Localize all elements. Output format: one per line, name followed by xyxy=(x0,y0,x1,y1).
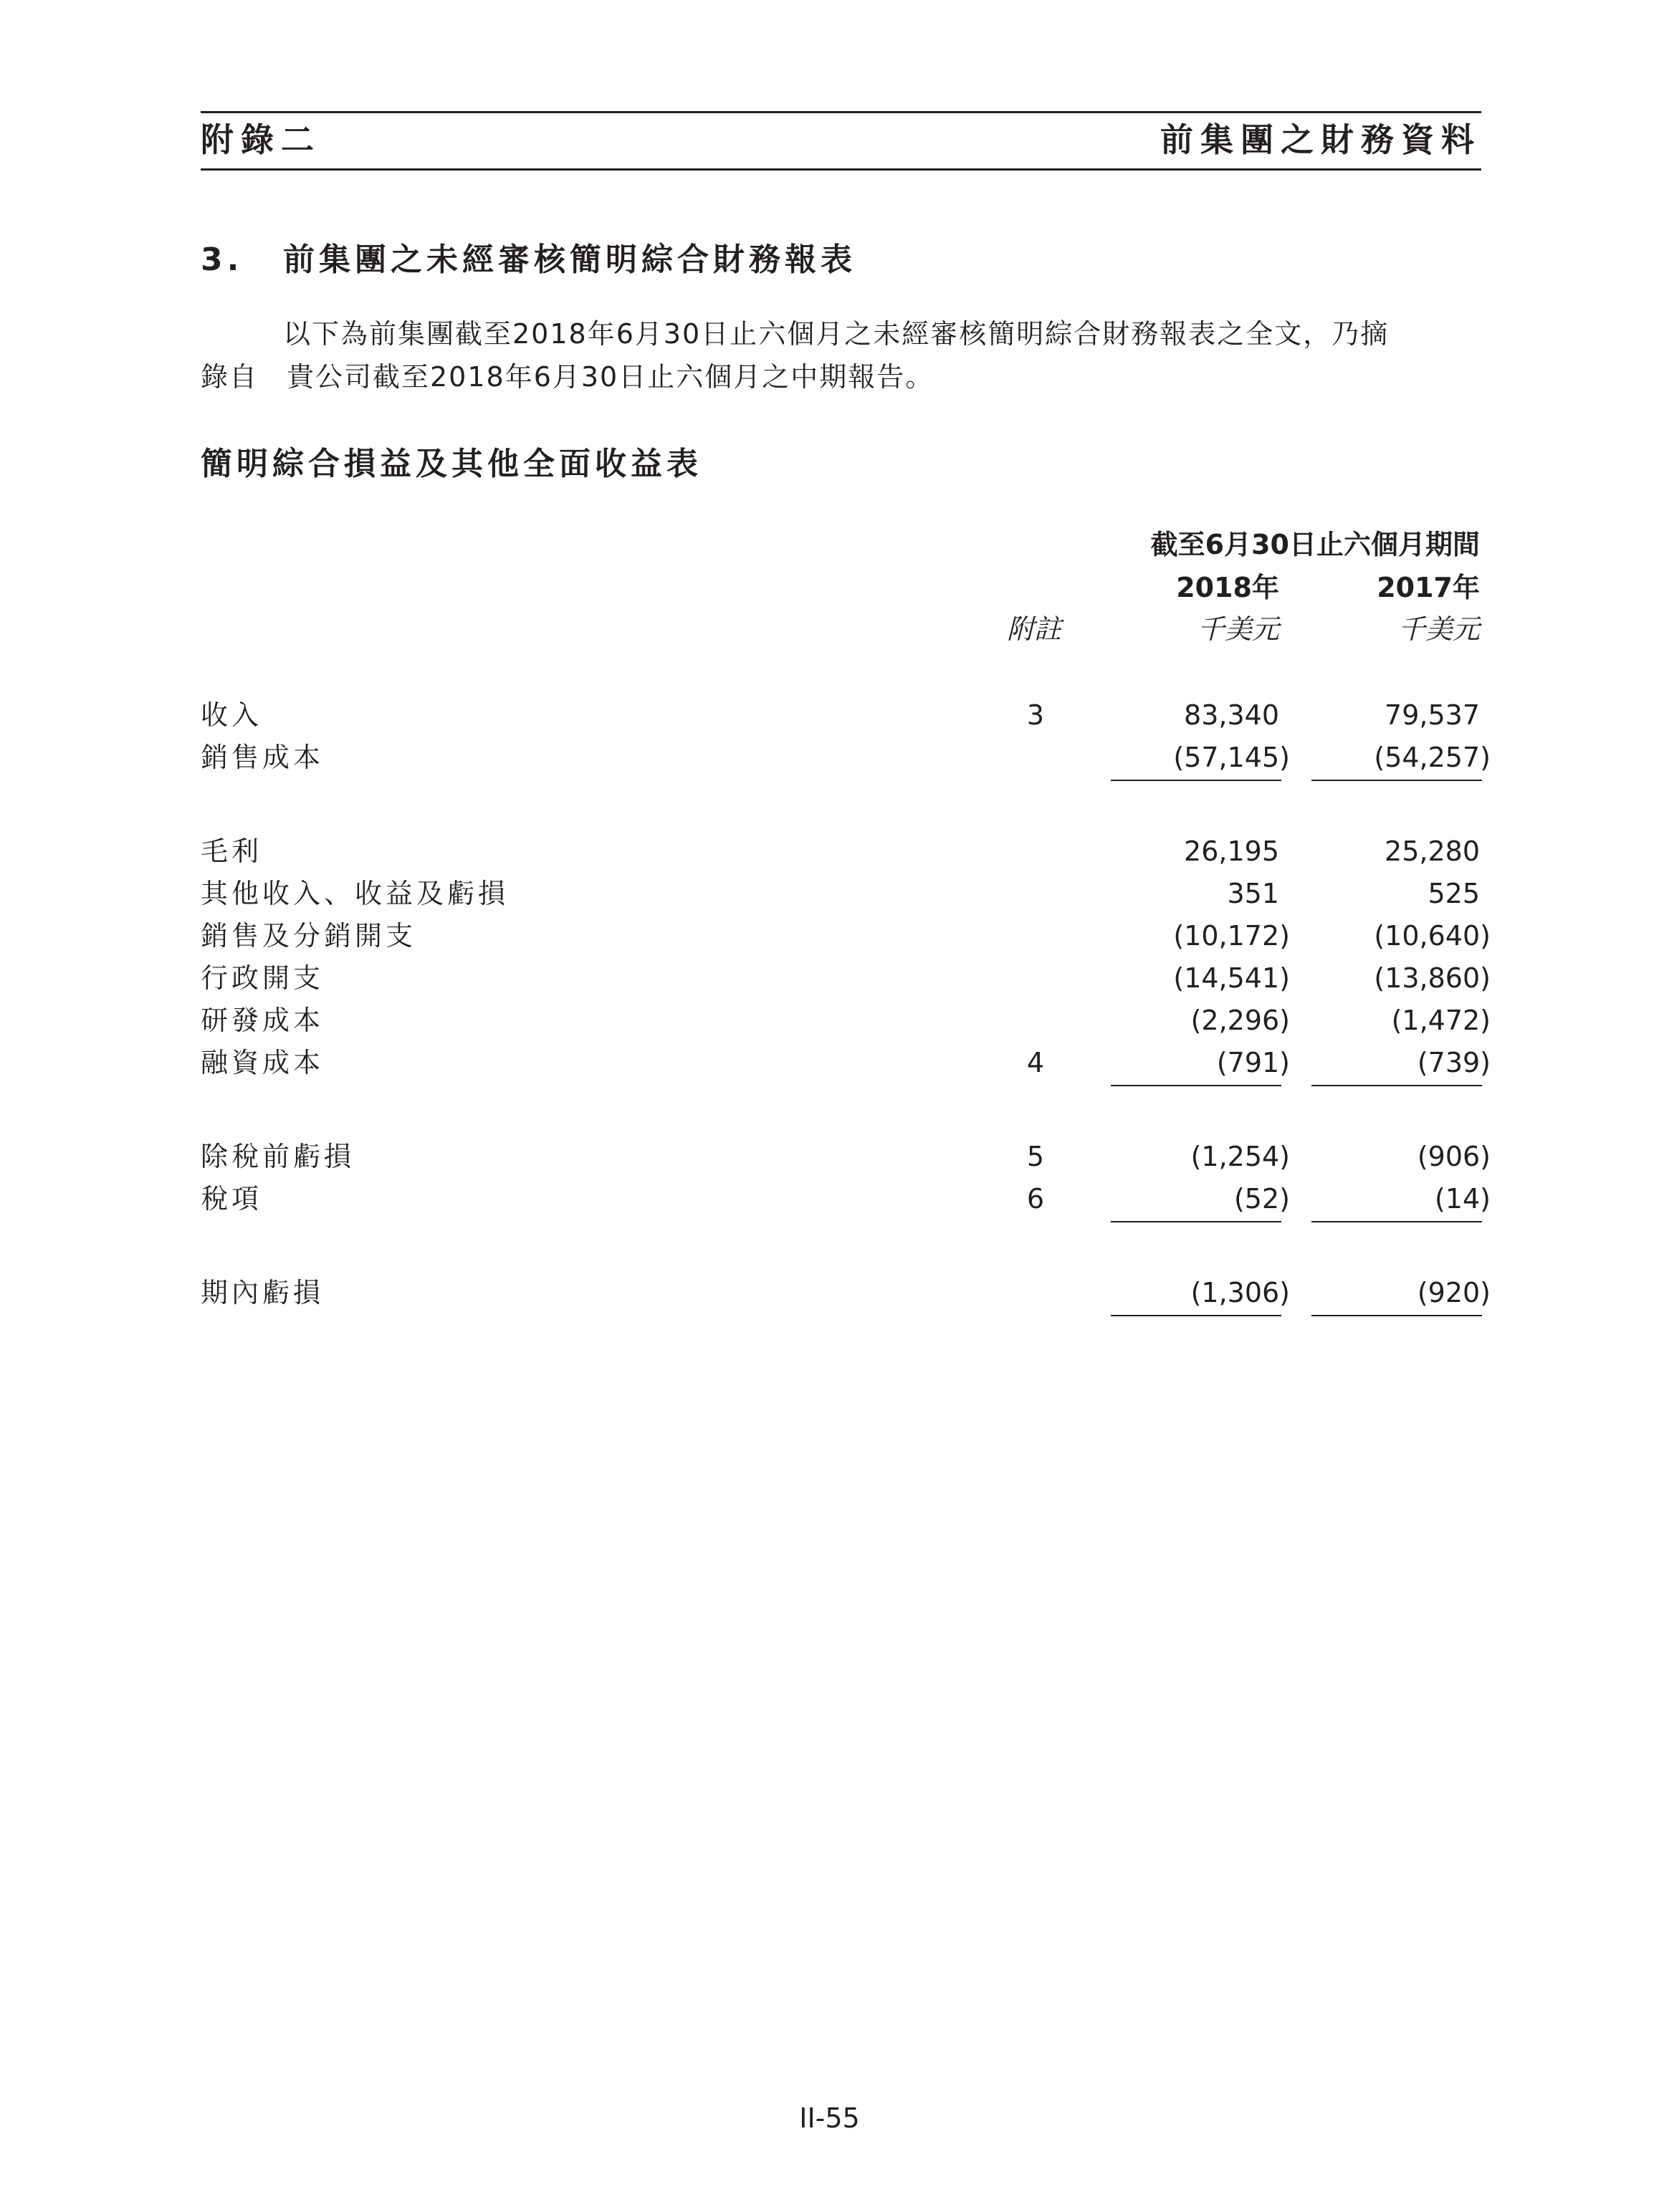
underline-2018-a xyxy=(1111,780,1281,781)
row-label-admin-expenses: 行政開支 xyxy=(201,962,325,994)
row-label-rnd-costs: 研發成本 xyxy=(201,1005,325,1036)
section-number: 3. xyxy=(201,241,244,278)
unit-2017: 千美元 xyxy=(1397,613,1480,645)
row-2018-selling-expenses: (10,172) xyxy=(1173,920,1290,952)
row-2018-cost-of-sales: (57,145) xyxy=(1173,742,1290,773)
row-2018-admin-expenses: (14,541) xyxy=(1173,962,1290,994)
row-note-tax: 6 xyxy=(1026,1183,1045,1215)
intro-line-2: 錄自 貴公司截至2018年6月30日止六個月之中期報告。 xyxy=(201,361,934,393)
header-right-title: 前集團之財務資料 xyxy=(1160,120,1481,159)
row-2017-loss-before-tax: (906) xyxy=(1417,1141,1491,1172)
row-label-cost-of-sales: 銷售成本 xyxy=(201,742,325,773)
row-note-revenue: 3 xyxy=(1026,699,1045,731)
row-2018-revenue: 83,340 xyxy=(1184,699,1279,731)
underline-2017-d xyxy=(1311,1315,1482,1316)
header-top-rule xyxy=(201,111,1481,113)
row-2018-other-income: 351 xyxy=(1227,878,1279,909)
row-label-other-income: 其他收入、收益及虧損 xyxy=(201,878,510,909)
row-label-loss-for-period: 期內虧損 xyxy=(201,1277,325,1308)
row-2017-revenue: 79,537 xyxy=(1385,699,1480,731)
underline-2018-c xyxy=(1111,1221,1281,1222)
row-label-revenue: 收入 xyxy=(201,699,263,731)
row-label-selling-expenses: 銷售及分銷開支 xyxy=(201,920,417,952)
row-2017-rnd-costs: (1,472) xyxy=(1391,1005,1491,1036)
unit-2018: 千美元 xyxy=(1197,613,1279,645)
notes-heading: 附註 xyxy=(1007,613,1062,645)
row-label-finance-costs: 融資成本 xyxy=(201,1047,325,1078)
row-2017-gross-profit: 25,280 xyxy=(1385,836,1480,867)
underline-2017-a xyxy=(1311,780,1482,781)
row-2017-loss-for-period: (920) xyxy=(1417,1277,1491,1308)
row-label-gross-profit: 毛利 xyxy=(201,836,263,867)
row-note-loss-before-tax: 5 xyxy=(1026,1141,1045,1172)
row-2017-other-income: 525 xyxy=(1428,878,1480,909)
row-label-loss-before-tax: 除稅前虧損 xyxy=(201,1141,355,1172)
year-2018-heading: 2018年 xyxy=(1176,572,1279,603)
row-2017-admin-expenses: (13,860) xyxy=(1374,962,1491,994)
period-heading: 截至6月30日止六個月期間 xyxy=(1150,529,1480,560)
underline-2017-b xyxy=(1311,1085,1482,1086)
section-title: 前集團之未經審核簡明綜合財務報表 xyxy=(283,241,856,278)
header-left-title: 附錄二 xyxy=(201,120,321,159)
intro-line-1: 以下為前集團截至2018年6月30日止六個月之未經審核簡明綜合財務報表之全文，乃摘 xyxy=(283,318,1390,350)
row-label-tax: 稅項 xyxy=(201,1183,263,1215)
underline-2017-c xyxy=(1311,1221,1482,1222)
underline-2018-b xyxy=(1111,1085,1281,1086)
row-2017-selling-expenses: (10,640) xyxy=(1374,920,1491,952)
row-2018-loss-for-period: (1,306) xyxy=(1190,1277,1290,1308)
header-bottom-rule xyxy=(201,168,1481,171)
row-2017-tax: (14) xyxy=(1434,1183,1491,1215)
row-2018-finance-costs: (791) xyxy=(1216,1047,1290,1078)
row-2017-finance-costs: (739) xyxy=(1417,1047,1491,1078)
statement-title: 簡明綜合損益及其他全面收益表 xyxy=(201,446,702,482)
page-number: II-55 xyxy=(799,2102,860,2134)
row-2018-rnd-costs: (2,296) xyxy=(1190,1005,1290,1036)
row-2018-tax: (52) xyxy=(1233,1183,1290,1215)
row-note-finance-costs: 4 xyxy=(1026,1047,1045,1078)
year-2017-heading: 2017年 xyxy=(1377,572,1480,603)
row-2018-gross-profit: 26,195 xyxy=(1184,836,1279,867)
row-2017-cost-of-sales: (54,257) xyxy=(1374,742,1491,773)
underline-2018-d xyxy=(1111,1315,1281,1316)
row-2018-loss-before-tax: (1,254) xyxy=(1190,1141,1290,1172)
